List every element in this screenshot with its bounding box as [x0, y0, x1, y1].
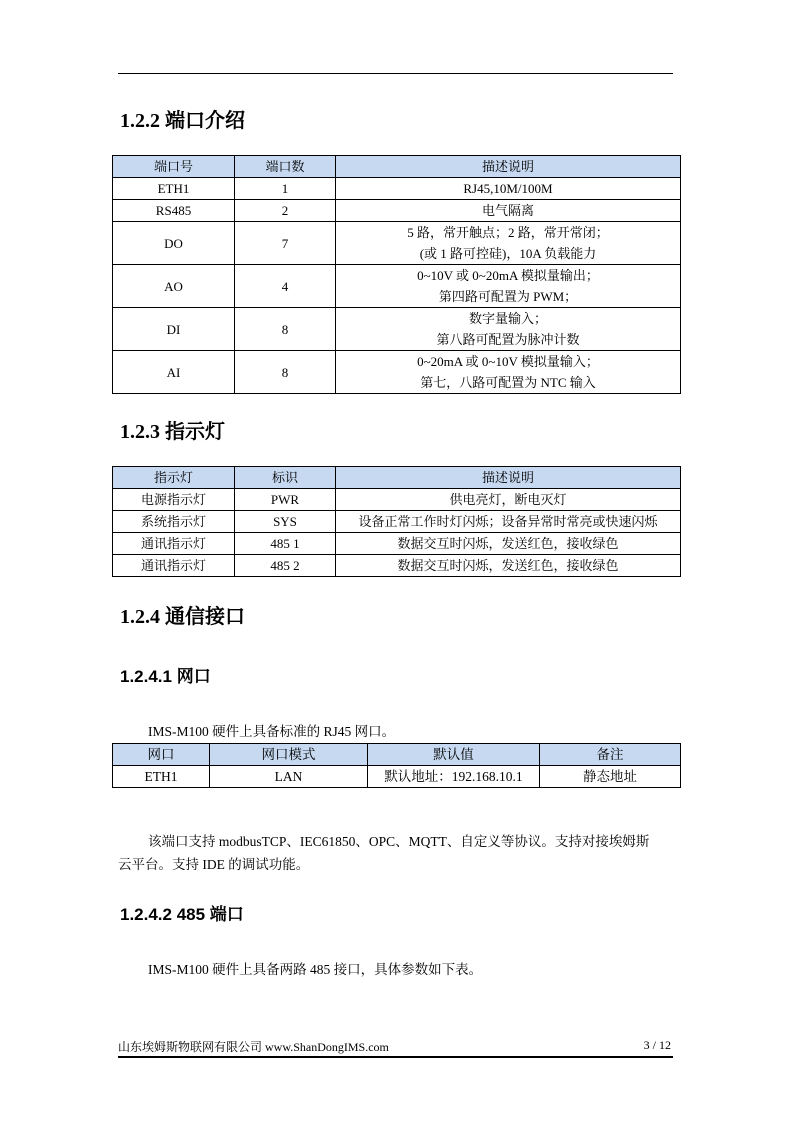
port-name: DO: [113, 222, 235, 265]
network-note: 静态地址: [540, 766, 681, 788]
table-row: [113, 351, 681, 394]
indicator-id: 485 1: [235, 533, 336, 555]
indicator-id: PWR: [235, 489, 336, 511]
port-desc: [336, 222, 681, 265]
desc-line: 第七，八路可配置为 NTC 输入: [420, 375, 596, 390]
desc-line: 第四路可配置为 PWM；: [438, 289, 578, 304]
indicator-name: 通讯指示灯: [113, 533, 235, 555]
port-count: 2: [235, 200, 336, 222]
section-title-comm: 1.2.4 通信接口: [120, 606, 245, 628]
indicator-id: 485 2: [235, 555, 336, 577]
header-cell: 网口模式: [210, 744, 368, 766]
indicator-id: SYS: [235, 511, 336, 533]
network-port: ETH1: [113, 766, 210, 788]
port-desc: [336, 265, 681, 308]
indicator-name: 系统指示灯: [113, 511, 235, 533]
header-rule: [118, 73, 673, 74]
section-title-rs485: 1.2.4.2 485 端口: [120, 905, 244, 924]
footer-company: 山东埃姆斯物联网有限公司 www.ShanDongIMS.com: [118, 1040, 389, 1054]
indicator-name: 电源指示灯: [113, 489, 235, 511]
table-row: [113, 533, 681, 555]
header-cell: 描述说明: [336, 467, 681, 489]
header-cell: 标识: [235, 467, 336, 489]
indicator-desc: 数据交互时闪烁，发送红色，接收绿色: [336, 533, 681, 555]
section-title-network: 1.2.4.1 网口: [120, 667, 211, 686]
header-cell: 描述说明: [336, 156, 681, 178]
port-name: RS485: [113, 200, 235, 222]
rs485-intro: IMS-M100 硬件上具备两路 485 接口，具体参数如下表。: [148, 962, 483, 977]
header-cell: 默认值: [368, 744, 540, 766]
section-title-ports: 1.2.2 端口介绍: [120, 110, 245, 132]
table-row: [113, 222, 681, 265]
port-count: 7: [235, 222, 336, 265]
table-row: [113, 178, 681, 200]
table-row: [113, 265, 681, 308]
indicator-name: 通讯指示灯: [113, 555, 235, 577]
port-name: DI: [113, 308, 235, 351]
indicator-desc: 设备正常工作时灯闪烁；设备异常时常亮或快速闪烁: [336, 511, 681, 533]
network-paragraph-line1: 该端口支持 modbusTCP、IEC61850、OPC、MQTT、自定义等协议。支持对接埃姆斯: [148, 834, 650, 849]
network-intro: IMS-M100 硬件上具备标准的 RJ45 网口。: [148, 724, 396, 739]
table-row: [113, 766, 681, 788]
footer-page-number: 3 / 12: [643, 1038, 671, 1052]
network-mode: LAN: [210, 766, 368, 788]
port-name: AI: [113, 351, 235, 394]
section-title-indicators: 1.2.3 指示灯: [120, 421, 225, 443]
network-paragraph-line2: 云平台。支持 IDE 的调试功能。: [118, 857, 310, 872]
ports-table: [112, 155, 681, 394]
table-row: [113, 200, 681, 222]
port-desc: 电气隔离: [336, 200, 681, 222]
port-desc: [336, 308, 681, 351]
table-row: [113, 511, 681, 533]
network-default: 默认地址：192.168.10.1: [368, 766, 540, 788]
desc-line: 数字量输入；: [468, 311, 547, 326]
header-cell: 指示灯: [113, 467, 235, 489]
port-count: 1: [235, 178, 336, 200]
table-header-row: [113, 156, 681, 178]
header-cell: 端口数: [235, 156, 336, 178]
port-desc: RJ45,10M/100M: [336, 178, 681, 200]
port-count: 4: [235, 265, 336, 308]
desc-line: 第八路可配置为脉冲计数: [436, 332, 580, 347]
table-row: [113, 555, 681, 577]
header-cell: 端口号: [113, 156, 235, 178]
indicator-desc: 数据交互时闪烁，发送红色，接收绿色: [336, 555, 681, 577]
desc-line: 0~10V 或 0~20mA 模拟量输出；: [417, 268, 599, 283]
footer-rule: [118, 1056, 673, 1058]
table-header-row: [113, 467, 681, 489]
header-cell: 备注: [540, 744, 681, 766]
port-name: ETH1: [113, 178, 235, 200]
network-table: [112, 743, 681, 788]
table-row: [113, 489, 681, 511]
port-count: 8: [235, 308, 336, 351]
port-count: 8: [235, 351, 336, 394]
desc-line: 0~20mA 或 0~10V 模拟量输入；: [417, 354, 599, 369]
indicators-table: [112, 466, 681, 577]
header-cell: 网口: [113, 744, 210, 766]
table-row: [113, 308, 681, 351]
indicator-desc: 供电亮灯，断电灭灯: [336, 489, 681, 511]
port-desc: [336, 351, 681, 394]
table-header-row: [113, 744, 681, 766]
port-name: AO: [113, 265, 235, 308]
desc-line: 5 路，常开触点；2 路，常开常闭；: [407, 225, 609, 240]
desc-line: (或 1 路可控硅)，10A 负载能力: [419, 246, 597, 261]
